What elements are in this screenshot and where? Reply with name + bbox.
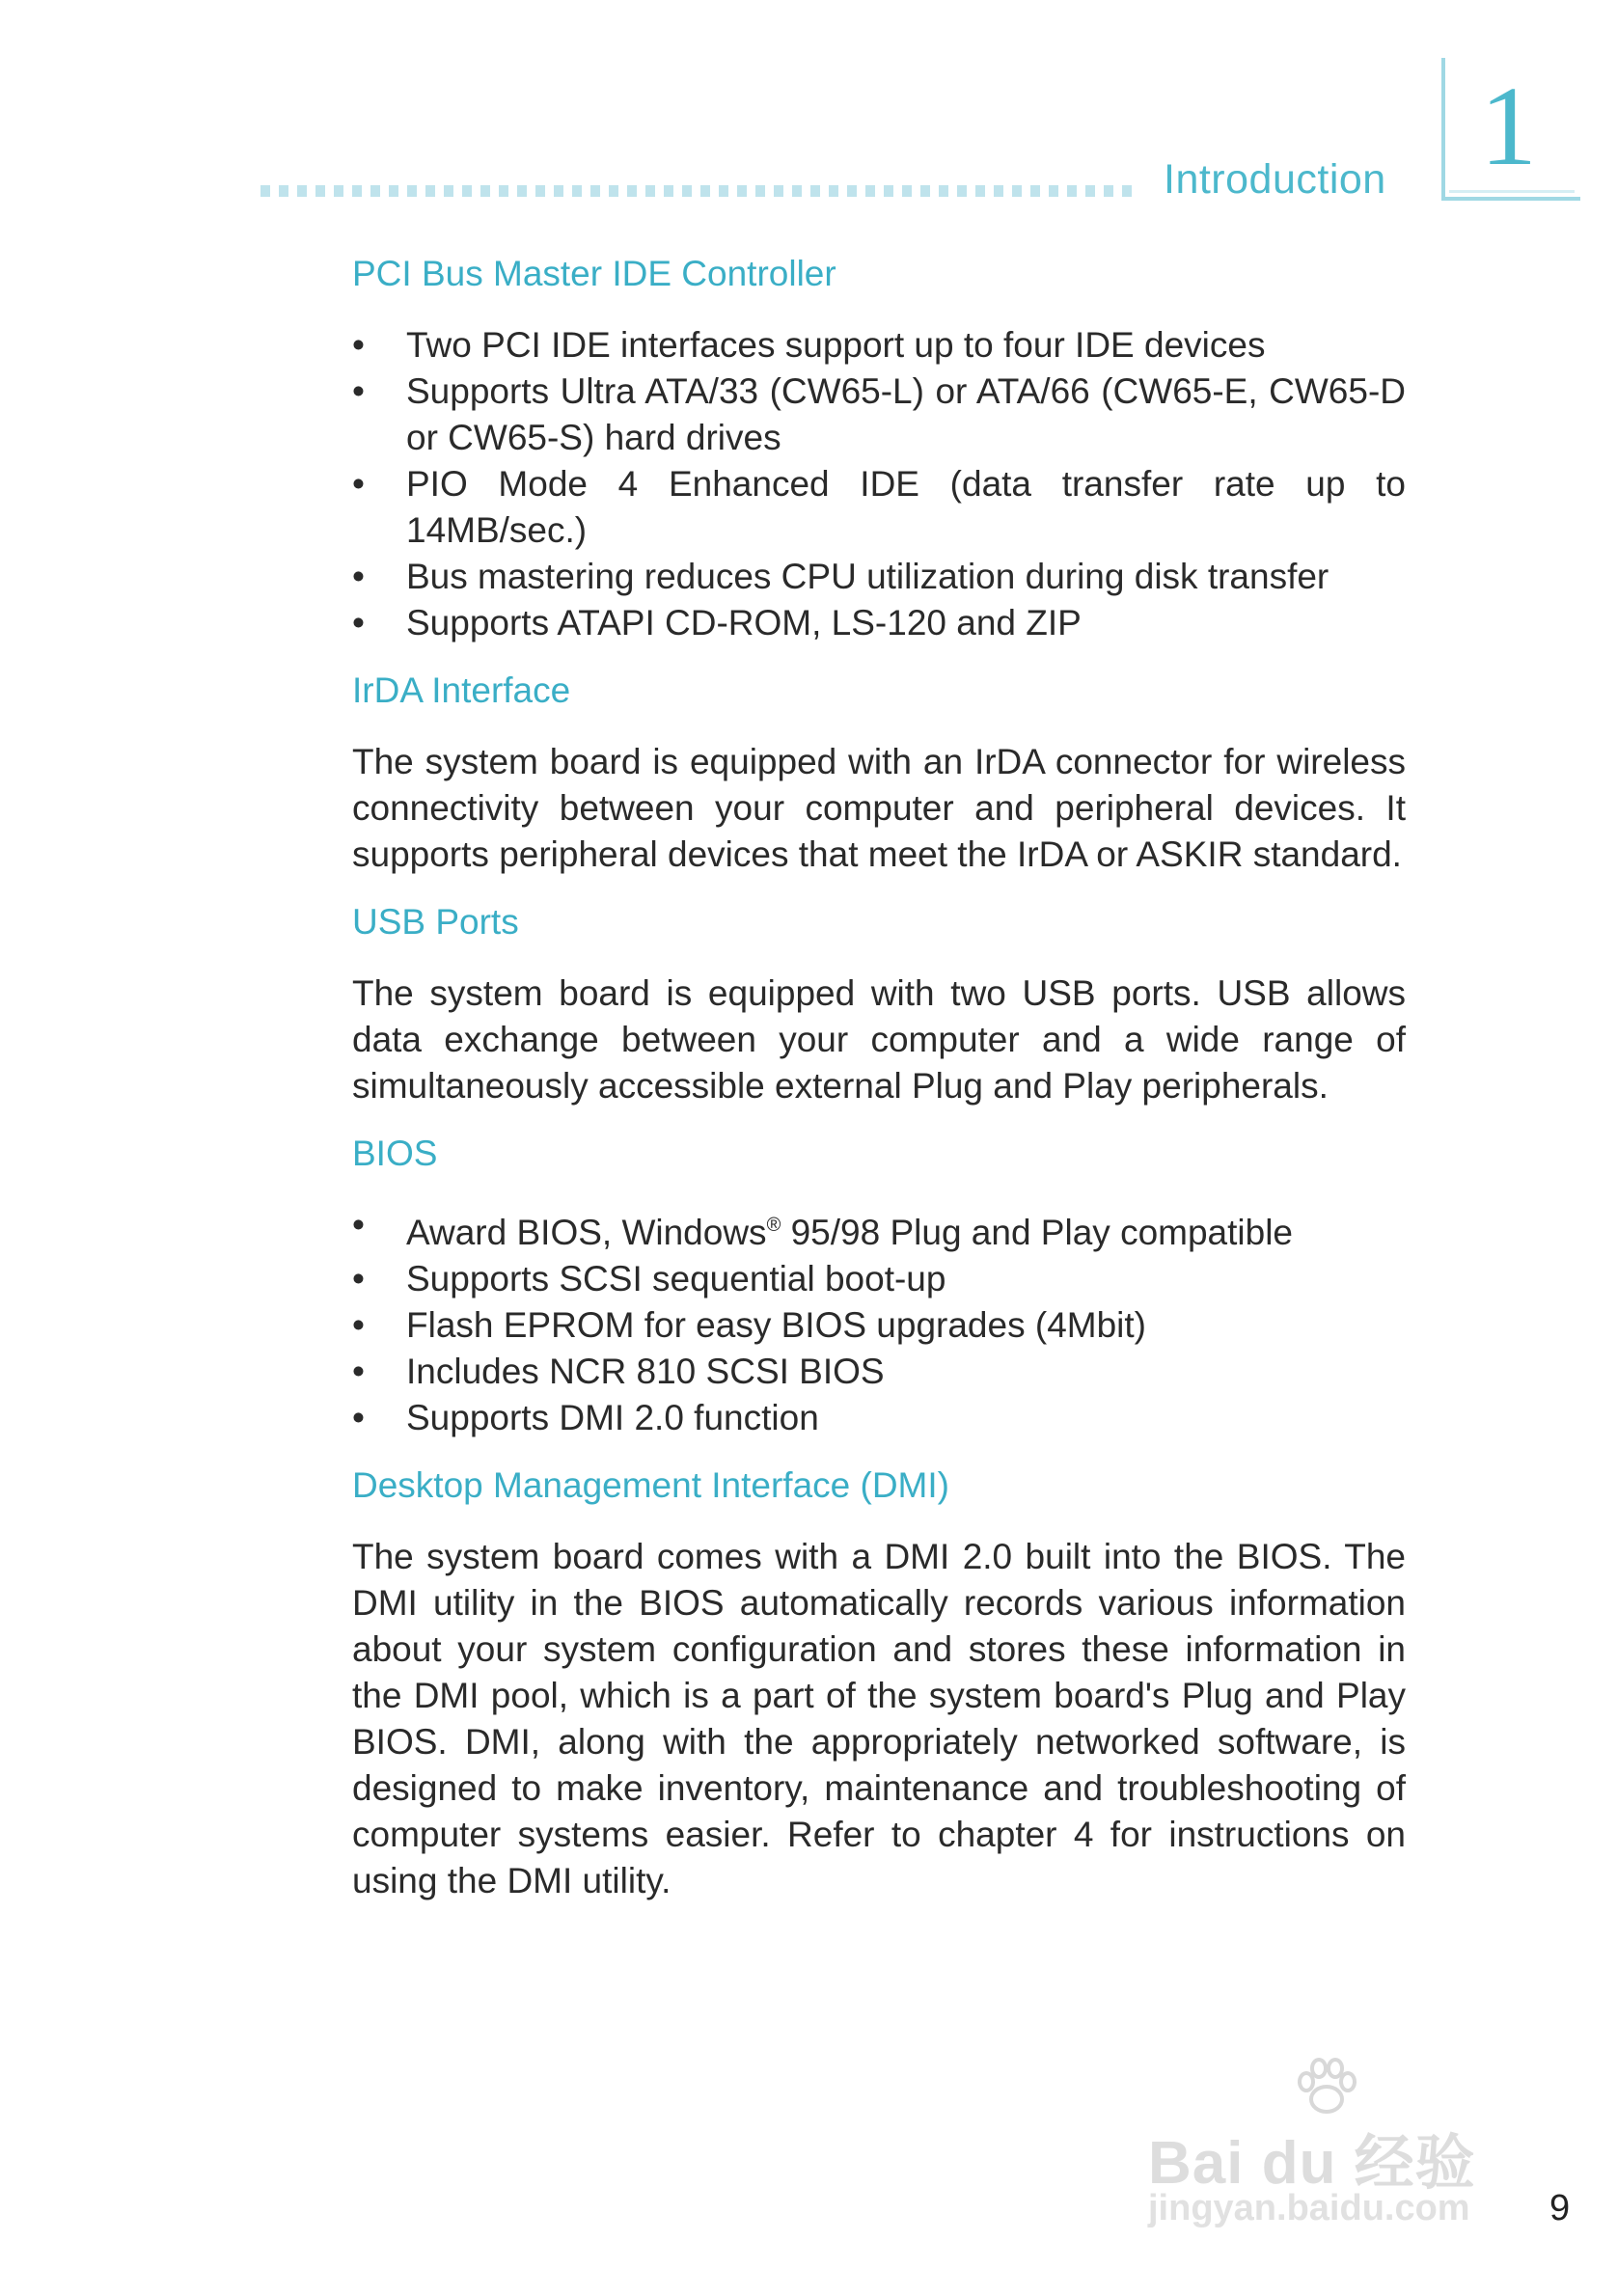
header-dot <box>792 185 802 197</box>
header-dot <box>829 185 838 197</box>
header-dot <box>737 185 747 197</box>
header-dot <box>572 185 582 197</box>
chapter-number-box <box>1441 50 1580 201</box>
header-dot <box>994 185 1003 197</box>
header-dot <box>755 185 765 197</box>
irda-paragraph: The system board is equipped with an IrDA connector for wireless connectivity between your computer and peripheral devices. It supports peripheral devices that meet the IrDA or ASKIR standard. <box>352 742 1406 874</box>
header-dot <box>920 185 930 197</box>
bios-feature-list <box>352 1202 1406 1441</box>
list-item: • Supports Ultra ATA/33 (CW65-L) or ATA/66 (CW65-E, CW65-D or CW65-S) hard drives <box>352 369 1406 461</box>
section-title-pci: PCI Bus Master IDE Controller <box>352 254 836 293</box>
header-dot <box>462 185 472 197</box>
header-dot <box>939 185 948 197</box>
bullet: • <box>352 1305 365 1345</box>
header-dot <box>389 185 398 197</box>
header-dot <box>480 185 490 197</box>
header-dotted-rule <box>260 185 1148 197</box>
header-dot <box>645 185 655 197</box>
header-dot <box>499 185 508 197</box>
list-item: • Includes NCR 810 SCSI BIOS <box>352 1349 1406 1395</box>
watermark-brand: Bai du 经验 <box>1148 2130 1476 2197</box>
watermark-url: jingyan.baidu.com <box>1148 2188 1470 2228</box>
page-content <box>352 251 1406 1926</box>
section-title-bios: BIOS <box>352 1134 438 1173</box>
header-dot <box>407 185 417 197</box>
paw-icon <box>1293 2055 1360 2122</box>
header-dot <box>865 185 875 197</box>
header-dot <box>884 185 893 197</box>
section-title-irda: IrDA Interface <box>352 670 571 710</box>
usb-paragraph: The system board is equipped with two USB ports. USB allows data exchange between your computer and a wide range of simultaneously accessible external Plug and Play peripherals. <box>352 973 1406 1106</box>
list-item: • Award BIOS, Windows® 95/98 Plug and Play compatible <box>352 1202 1406 1256</box>
bullet: • <box>352 557 365 596</box>
baidu-watermark <box>1148 2055 1534 2238</box>
dmi-paragraph: The system board comes with a DMI 2.0 built into the BIOS. The DMI utility in the BIOS automatically records various information about your system configuration and stores these information in the DMI pool, which is a part of the system board's Plug and Play BIOS. DMI, along with the appropriately networked software, is designed to make inventory, maintenance and troubleshooting of computer systems easier. Refer to chapter 4 for instructions on using the DMI utility. <box>352 1537 1406 1900</box>
list-item: • Two PCI IDE interfaces support up to four IDE devices <box>352 322 1406 369</box>
header-dot <box>535 185 545 197</box>
header-dot <box>517 185 527 197</box>
bullet: • <box>352 1352 365 1391</box>
list-item: • PIO Mode 4 Enhanced IDE (data transfer rate up to 14MB/sec.) <box>352 461 1406 554</box>
header-dot <box>957 185 967 197</box>
header-dot <box>664 185 673 197</box>
section-title-usb: USB Ports <box>352 902 519 942</box>
bullet: • <box>352 1398 365 1437</box>
header-dot <box>1012 185 1022 197</box>
header-dot <box>700 185 710 197</box>
header-dot <box>774 185 783 197</box>
header-dot <box>975 185 985 197</box>
header-dot <box>1049 185 1058 197</box>
header-dot <box>810 185 820 197</box>
list-item: • Supports ATAPI CD-ROM, LS-120 and ZIP <box>352 600 1406 646</box>
header-dot <box>352 185 362 197</box>
pci-feature-list <box>352 322 1406 646</box>
header-dot <box>425 185 435 197</box>
header-dot <box>444 185 453 197</box>
header-dot <box>334 185 343 197</box>
header-dot <box>627 185 637 197</box>
chapter-box-underline <box>1441 197 1580 201</box>
header-dot <box>847 185 857 197</box>
bullet: • <box>352 1205 365 1244</box>
chapter-number: 1 <box>1480 63 1537 189</box>
registered-mark: ® <box>766 1215 781 1236</box>
header-dot <box>719 185 728 197</box>
chapter-box-border <box>1441 58 1445 201</box>
header-dot <box>1030 185 1040 197</box>
header-dot <box>1067 185 1077 197</box>
header-dot <box>682 185 692 197</box>
header-dot <box>609 185 618 197</box>
bullet: • <box>352 1259 365 1298</box>
bullet: • <box>352 464 365 504</box>
bullet: • <box>352 371 365 411</box>
header-dot <box>297 185 307 197</box>
header-dot <box>590 185 600 197</box>
header-dot <box>902 185 912 197</box>
bullet: • <box>352 603 365 642</box>
chapter-title: Introduction <box>1164 156 1386 203</box>
header-dot <box>1104 185 1113 197</box>
bullet: • <box>352 325 365 365</box>
chapter-box-underline-inner <box>1449 190 1575 193</box>
header-dot <box>370 185 380 197</box>
header-dot <box>554 185 563 197</box>
header-dot <box>1122 185 1132 197</box>
list-item: • Supports SCSI sequential boot-up <box>352 1256 1406 1302</box>
list-item: • Bus mastering reduces CPU utilization during disk transfer <box>352 554 1406 600</box>
list-item: • Supports DMI 2.0 function <box>352 1395 1406 1441</box>
header-dot <box>260 185 270 197</box>
header-dot <box>315 185 325 197</box>
page-number: 9 <box>1549 2188 1571 2228</box>
list-item: • Flash EPROM for easy BIOS upgrades (4Mbit) <box>352 1302 1406 1349</box>
header-dot <box>1085 185 1095 197</box>
header-dot <box>279 185 288 197</box>
section-title-dmi: Desktop Management Interface (DMI) <box>352 1465 949 1505</box>
